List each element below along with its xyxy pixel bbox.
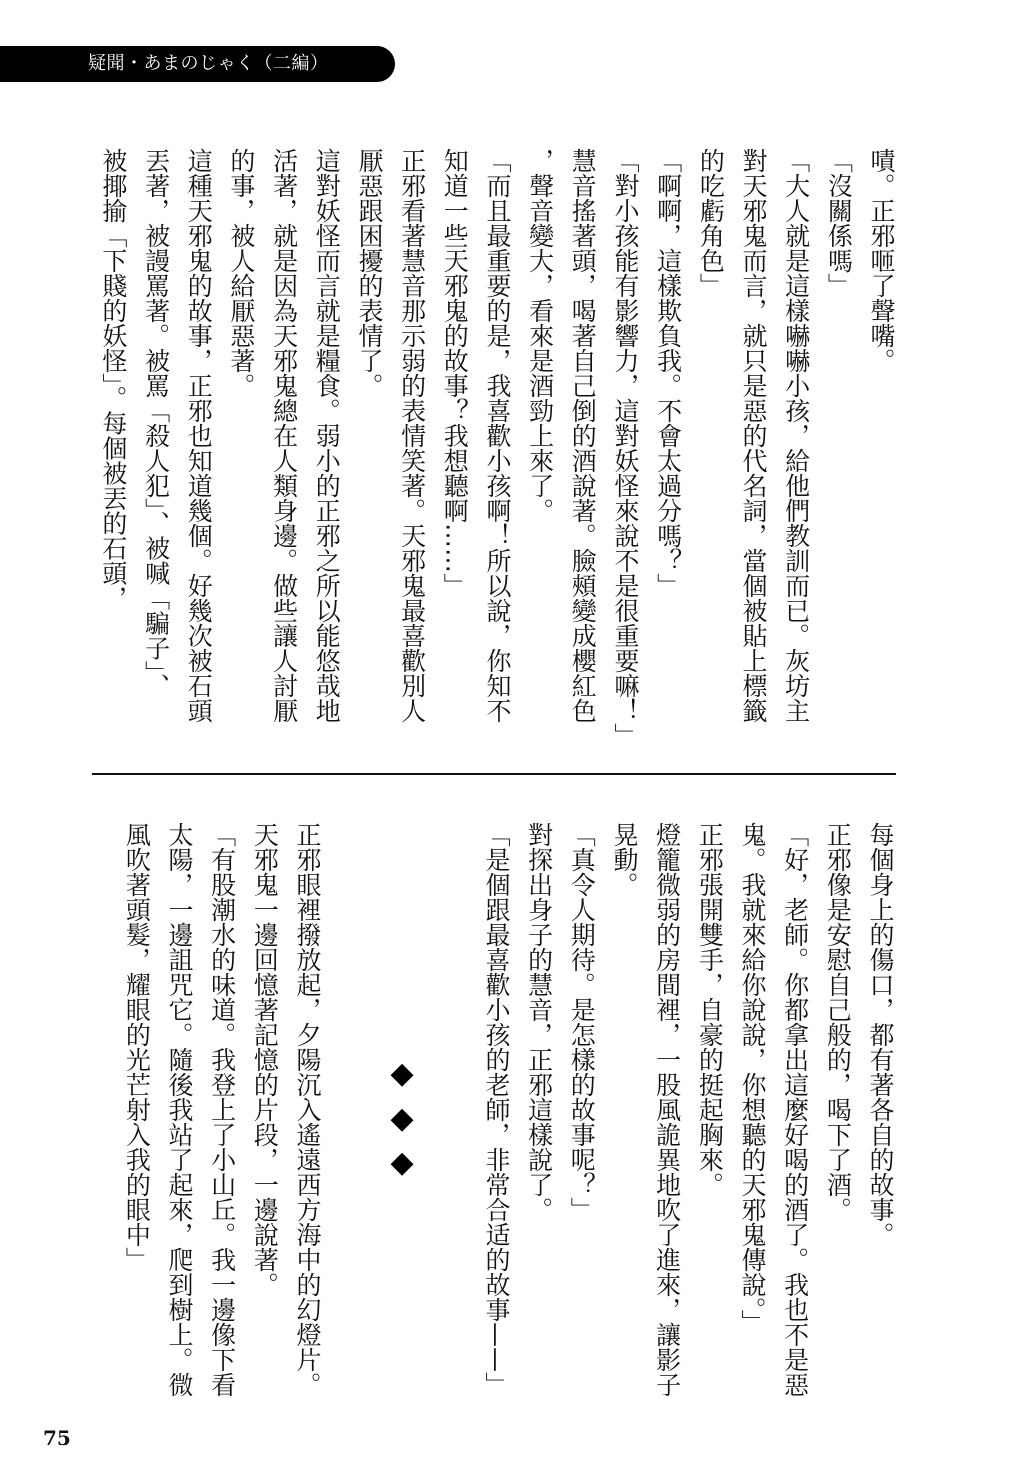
text-column: 太陽，一邊詛咒它。隨後我站了起來，爬到樹上。微 [164,822,194,1397]
text-column: 的吃虧角色」 [696,148,726,298]
diamond-icon: ◆ [390,1056,414,1091]
text-column: 正邪看著慧音那示弱的表情笑著。天邪鬼最喜歡別人 [397,148,427,723]
text-column: 鬼。我就來給你說說，你想聽的天邪鬼傳說。」 [737,822,767,1335]
text-column: 正邪眼裡撥放起，夕陽沉入遙遠西方海中的幻燈片。 [293,822,322,1397]
text-column: 慧音搖著頭，喝著自己倒的酒說著。臉頰變成櫻紅色 [568,148,598,723]
text-column: 「啊啊，這樣欺負我。不會太過分嗎？」 [653,148,683,598]
text-column: 被揶揄「下賤的妖怪」。每個被丟的石頭， [98,148,128,611]
text-column: 嘖。正邪咂了聲嘴。 [867,148,896,373]
text-column: 「有股潮水的味道。我登上了小山丘。我一邊像下看 [207,822,237,1397]
text-column: 對天邪鬼而言，就只是惡的代名詞，當個被貼上標籤 [738,148,768,723]
text-column: 「真令人期待。是怎樣的故事呢？」 [567,822,597,1222]
text-column: 晃動。 [609,822,639,897]
text-column: 「沒關係嗎」 [824,148,854,298]
diamond-icon: ◆ [390,1145,414,1180]
diamond-icon: ◆ [390,1100,414,1136]
scene-break [388,1052,416,1186]
text-column: 「而且最重要的是，我喜歡小孩啊！所以說，你知不 [482,148,512,723]
page-number: 75 [43,1426,71,1450]
text-column: 天邪鬼一邊回憶著記憶的片段，一邊說著。 [250,822,280,1297]
running-header [0,46,395,82]
text-block-top [91,148,902,748]
text-column: 這對妖怪而言就是糧食。弱小的正邪之所以能悠哉地 [312,148,342,723]
text-column: 正邪張開雙手，自豪的挺起胸來。 [695,822,725,1197]
text-column: 活著，就是因為天邪鬼總在人類身邊。做些讓人討厭 [269,148,299,723]
text-column: 對探出身子的慧音，正邪這樣說了。 [524,822,554,1222]
text-column: 知道一些天邪鬼的故事？我想聽啊……」 [440,148,470,598]
text-column: 風吹著頭髮，耀眼的光芒射入我的眼中」 [122,822,152,1272]
chapter-title: 疑聞・あまのじゃく（二編） [88,53,329,74]
text-column: 每個身上的傷口，都有著各自的故事。 [866,822,895,1247]
text-column: 「好，老師。你都拿出這麼好喝的酒了。我也不是惡 [780,822,810,1397]
text-block-bottom-left [115,822,328,1422]
text-column: 「是個跟最喜歡小孩的老師，非常合适的故事——」 [481,822,511,1397]
text-column: 這種天邪鬼的故事，正邪也知道幾個。好幾次被石頭 [184,148,214,723]
text-column: 丟著，被謾罵著。被罵「殺人犯」、被喊「騙子」、 [141,148,171,698]
section-divider [92,773,896,775]
text-column: 燈籠微弱的房間裡，一股風詭異地吹了進來，讓影子 [652,822,682,1397]
text-column: 「大人就是這樣嚇嚇小孩，給他們教訓而已。灰坊主 [781,148,811,723]
text-column: 正邪像是安慰自己般的，喝下了酒。 [823,822,853,1222]
text-block-bottom-right [474,822,901,1422]
text-column: 「對小孩能有影響力，這對妖怪來說不是很重要嘛！」 [610,148,640,748]
text-column: 厭惡跟困擾的表情了。 [354,148,384,398]
text-column: ，聲音變大，看來是酒勁上來了。 [525,148,555,523]
text-column: 的事，被人給厭惡著。 [226,148,256,398]
